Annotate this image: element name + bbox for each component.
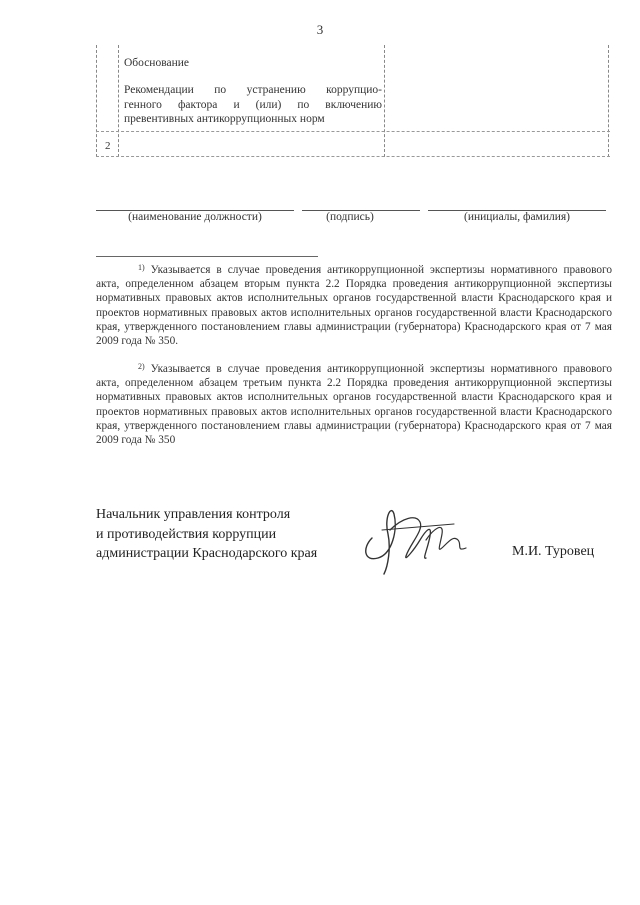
caption-initials: (инициалы, фамилия) xyxy=(463,211,571,223)
table-border-left xyxy=(96,45,97,157)
cell-line: превентивных антикоррупционных норм xyxy=(124,113,325,125)
page-number: 3 xyxy=(316,22,324,37)
table-column-divider xyxy=(118,45,119,157)
signatory-title-line: администрации Краснодарского края xyxy=(96,546,318,561)
row-number: 2 xyxy=(105,140,111,152)
handwritten-signature xyxy=(358,500,478,580)
signatory-title xyxy=(96,505,317,564)
footnote-marker: 2) xyxy=(138,362,145,371)
footnote-2 xyxy=(96,362,612,447)
table-column-divider xyxy=(384,45,385,157)
footnote-text: Указывается в случае проведения антикоррупционной экспертизы нормативного правового акта, определенном абзацем вторым пункта 2.2 Порядка проведения антикоррупционной экспертизы нормативных правовых актов исполнительных органов государственной власти Краснодарского края и проектов нормативных правовых актов исполнительных органов государственной власти Краснодарского края, утвержденного постановлением главы администрации (губернатора) Краснодарского края от 7 мая 2009 года № 350. xyxy=(96,264,613,348)
caption-position: (наименование должности) xyxy=(128,211,262,223)
signatory-title-line: Начальник управления контроля xyxy=(96,507,291,522)
footnote-text: Указывается в случае проведения антикоррупционной экспертизы нормативного правового акта, определенном абзацем третьим пункта 2.2 Порядка проведения антикоррупционной экспертизы нормативных правовых актов исполнительных органов государственной власти Краснодарского края и проектов нормативных правовых актов исполнительных органов государственной власти Краснодарского края, утвержденного постановлением главы администрации (губернатора) Краснодарского края от 7 мая 2009 года № 350 xyxy=(96,363,613,447)
caption-signature: (подпись) xyxy=(326,211,374,223)
footnote-separator xyxy=(96,256,318,257)
footnote-1 xyxy=(96,263,612,348)
signatory-name: М.И. Туровец xyxy=(512,544,595,559)
table-row-divider xyxy=(96,131,610,132)
signatory-title-line: и противодействия коррупции xyxy=(96,526,277,542)
cell-recommendations xyxy=(124,83,382,127)
table-row-divider xyxy=(96,156,610,157)
footnote-marker: 1) xyxy=(138,263,145,272)
table-border-right xyxy=(608,45,609,157)
expertise-table xyxy=(96,45,610,157)
cell-line: генного фактора и (или) по включению xyxy=(124,98,382,111)
cell-label: Обоснование xyxy=(124,57,189,69)
cell-line: Рекомендации по устранению коррупцио- xyxy=(124,84,382,96)
